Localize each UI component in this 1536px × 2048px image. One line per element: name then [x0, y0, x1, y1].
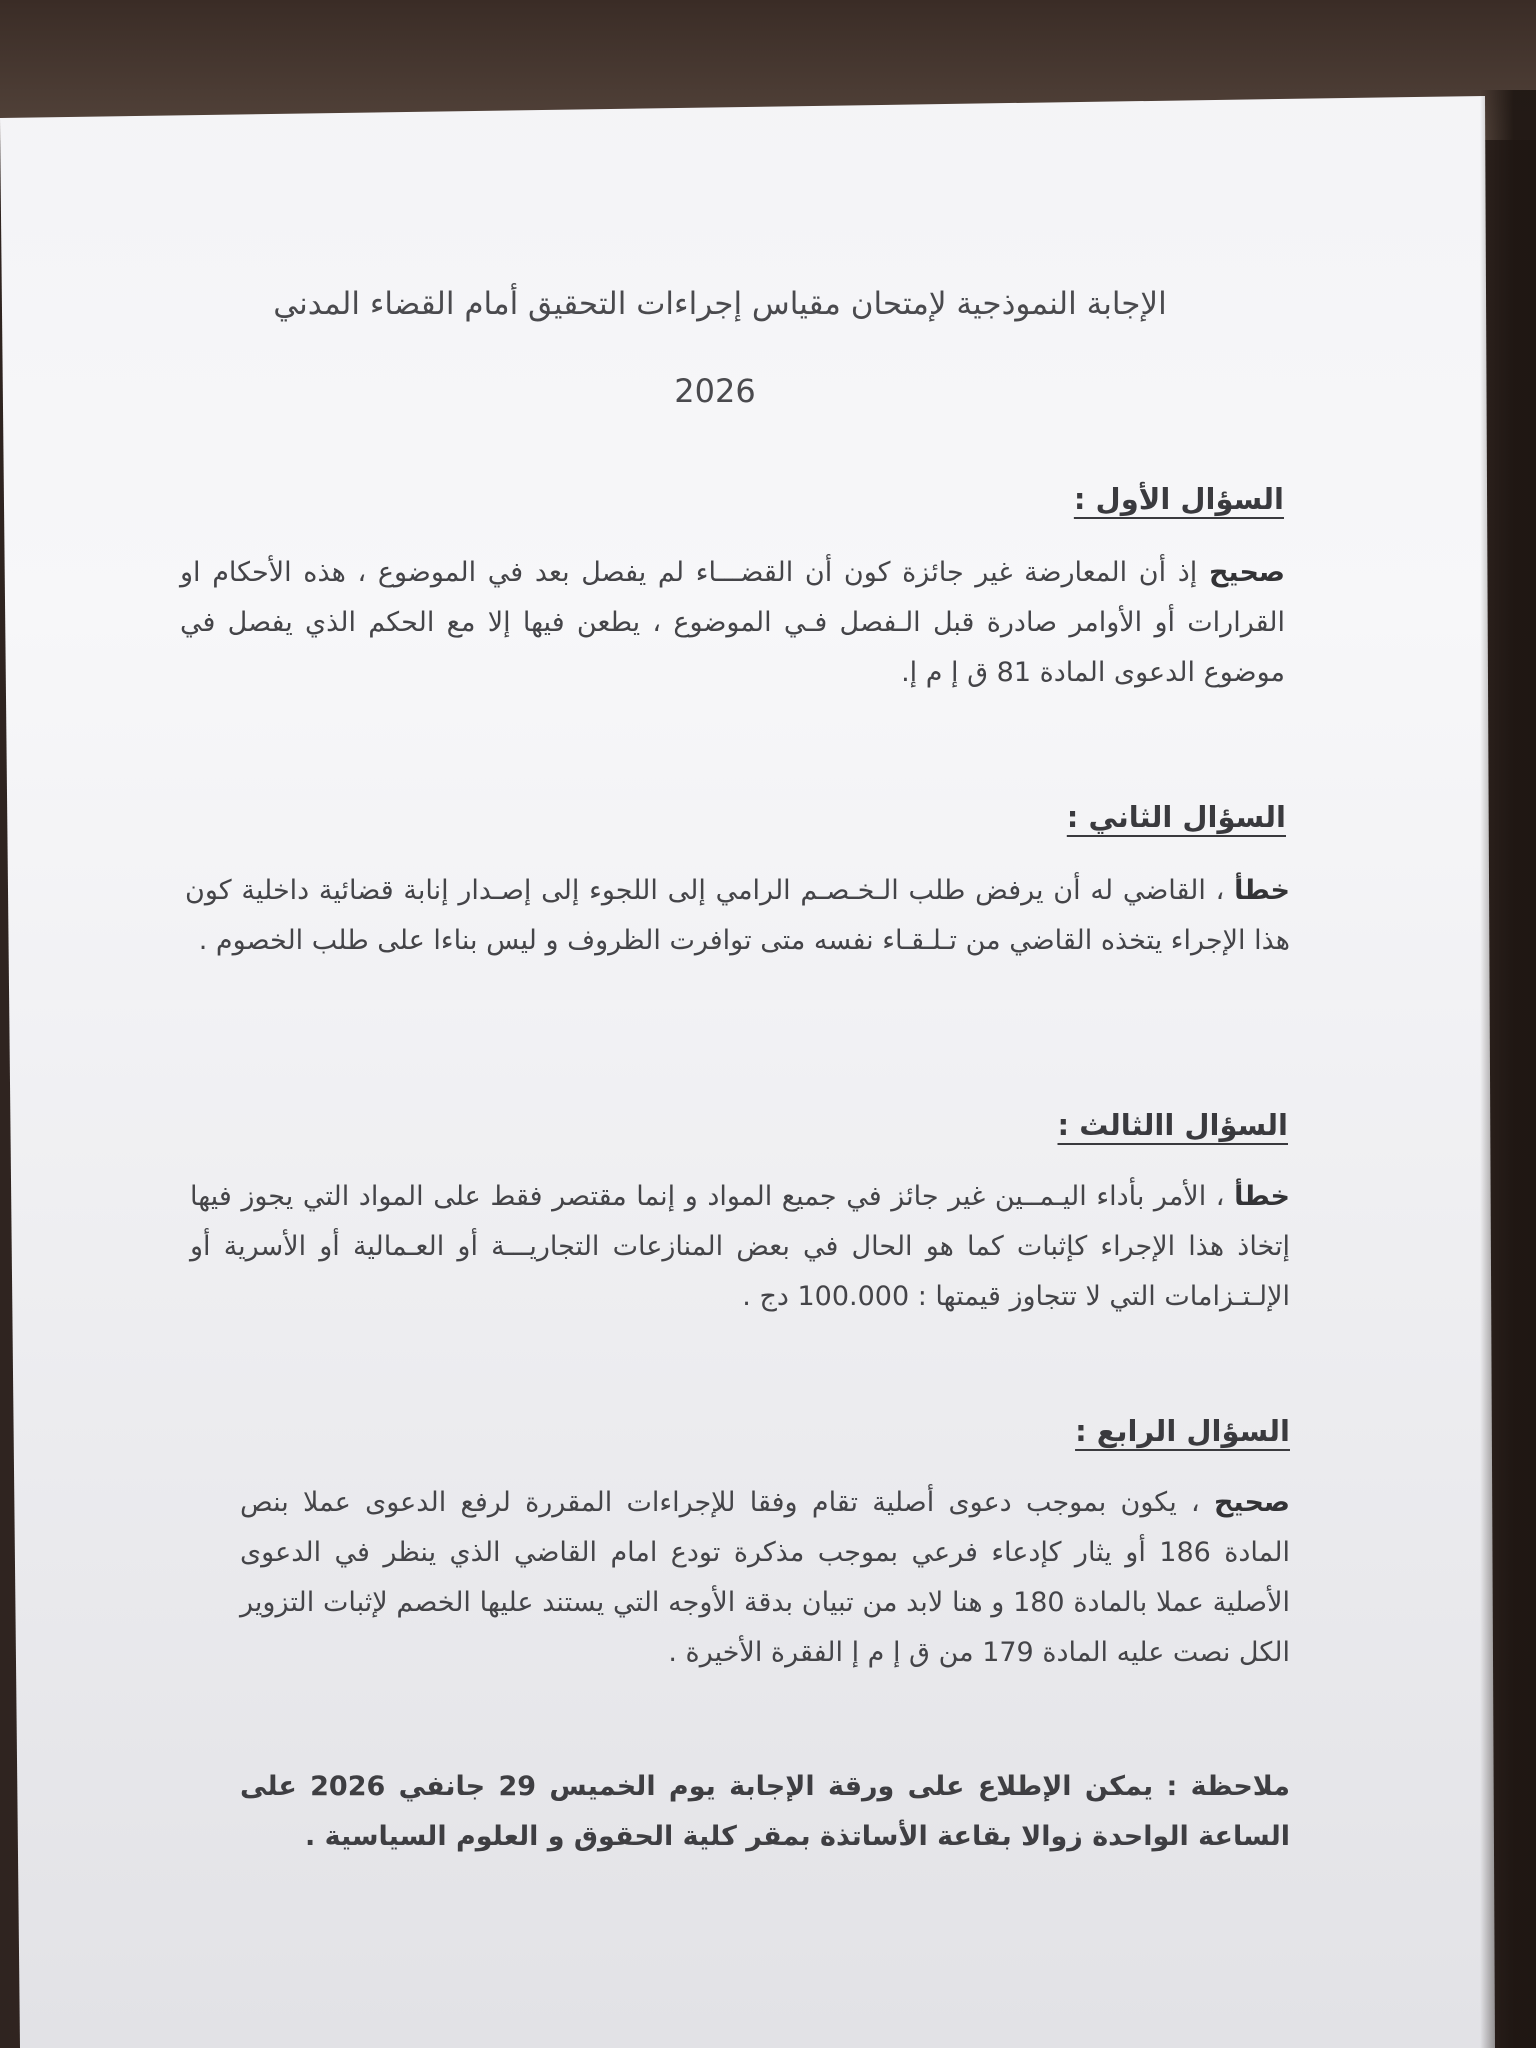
question-3-answer: [190, 1172, 1290, 1322]
document-title: الإجابة النموذجية لإمتحان مقياس إجراءات التحقيق أمام القضاء المدني: [273, 286, 1167, 322]
question-2-text: ، القاضي له أن يرفض طلب الـخـصـم الرامي إلى اللجوء إلى إصـدار إنابة قضائية داخلية كون هذا الإجراء يتخذه القاضي من تـلـقـاء نفسه متى توافرت الظروف و ليس بناءا على طلب الخصوم .: [185, 875, 1290, 956]
question-1-verdict: صحيح: [1208, 557, 1285, 588]
question-1-heading: السؤال الأول :: [1073, 482, 1284, 516]
question-2-answer: [185, 866, 1290, 966]
paper-edge-shadow: [1480, 90, 1536, 2048]
question-3-heading: السؤال االثالث :: [1057, 1108, 1288, 1142]
question-4-answer: [240, 1478, 1290, 1678]
question-4-heading: السؤال الرابع :: [1075, 1414, 1290, 1448]
question-1-text: إذ أن المعارضة غير جائزة كون أن القضـــاء لم يفصل بعد في الموضوع ، هذه الأحكام او القرارات أو الأوامر صادرة قبل الـفصل فـي الموضوع ، يطعن فيها إلا مع الحكم الذي يفصل في موضوع الدعوى المادة 81 ق إ م إ.: [180, 557, 1285, 688]
question-3-text: ، الأمر بأداء اليـمــين غير جائز في جميع المواد و إنما مقتصر فقط على المواد التي يجوز فيها إتخاذ هذا الإجراء كإثبات كما هو الحال في بعض المنازعات التجاريـــة أو العـمالية أو الأسرية أو الإلـتـزامات التي لا تتجاوز قيمتها : 100.000 دج .: [190, 1181, 1290, 1312]
question-4-verdict: صحيح: [1213, 1487, 1290, 1518]
question-1-answer: [180, 548, 1285, 698]
question-4-text: ، يكون بموجب دعوى أصلية تقام وفقا للإجراءات المقررة لرفع الدعوى عملا بنص المادة 186 أو يثار كإدعاء فرعي بموجب مذكرة تودع امام القاضي الذي ينظر في الدعوى الأصلية عملا بالمادة 180 و هنا لابد من تبيان بدقة الأوجه التي يستند عليها الخصم لإثبات التزوير الكل نصت عليه المادة 179 من ق إ م إ الفقرة الأخيرة .: [240, 1487, 1290, 1668]
question-2-heading: السؤال الثاني :: [1066, 800, 1286, 834]
question-3-verdict: خطأ: [1234, 1181, 1290, 1212]
exam-note: ملاحظة : يمكن الإطلاع على ورقة الإجابة يوم الخميس 29 جانفي 2026 على الساعة الواحدة زوالا بقاعة الأساتذة بمقر كلية الحقوق و العلوم السياسية .: [240, 1771, 1290, 1852]
question-2-verdict: خطأ: [1234, 875, 1290, 906]
document-year: 2026: [674, 372, 756, 410]
